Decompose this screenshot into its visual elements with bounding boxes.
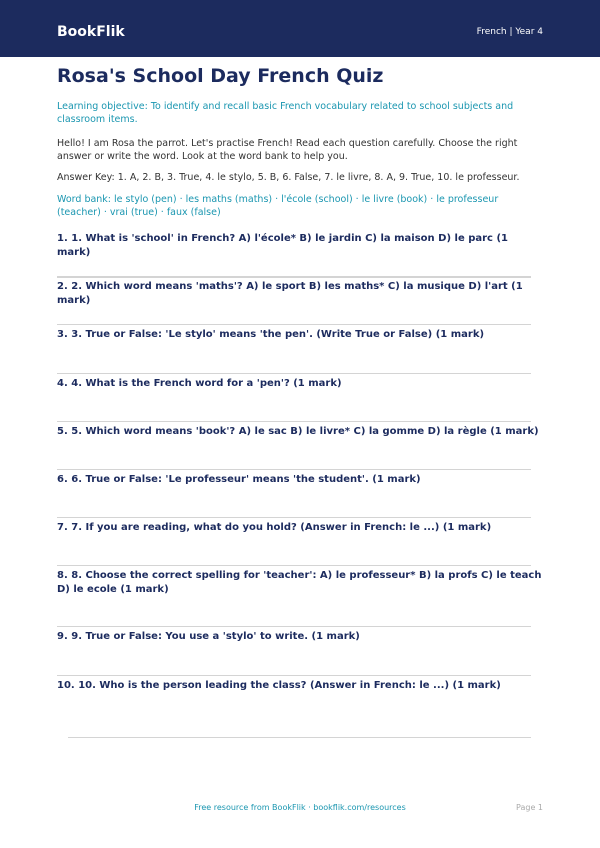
question-item: [57, 569, 542, 630]
brand-logo[interactable]: BookFlik: [57, 24, 125, 40]
learning-objective: Learning objective: To identify and recall basic French vocabulary related to school subjects and classroom items.: [57, 101, 514, 125]
question-text: 1. 1. What is 'school' in French? A) l'école* B) le jardin C) la maison D) le parc (1 mark): [57, 233, 508, 258]
question-list: [57, 232, 542, 727]
word-bank: Word bank: le stylo (pen) · les maths (maths) · l'école (school) · le livre (book) · le professeur (teacher) · vrai (true) · faux (false): [57, 194, 499, 218]
question-text: 2. 2. Which word means 'maths'? A) le sport B) les maths* C) la musique D) l'art (1 mark): [57, 281, 523, 307]
question-text: 9. 9. True or False: You use a 'stylo' to write. (1 mark): [57, 631, 360, 643]
worksheet-content: [57, 62, 542, 727]
intro-text: Hello! I am Rosa the parrot. Let's practise French! Read each question carefully. Choose the right answer or write the word. Look at the word bank to help you.: [57, 138, 518, 162]
question-text: 6. 6. True or False: 'Le professeur' means 'the student'. (1 mark): [57, 473, 421, 485]
answer-line[interactable]: [57, 565, 531, 566]
answer-line[interactable]: [57, 626, 531, 627]
question-text: 3. 3. True or False: 'Le stylo' means 'the pen'. (Write True or False) (1 mark): [57, 329, 485, 341]
answer-line[interactable]: [57, 276, 531, 277]
question-text: 8. 8. Choose the correct spelling for 'teacher': A) le professeur* B) la profs C) le teach D) le ecole (1 mark): [57, 570, 542, 596]
page-number: Page 1: [516, 803, 543, 812]
answer-line[interactable]: [57, 517, 531, 518]
question-item: [57, 630, 542, 678]
footer-credit[interactable]: Free resource from BookFlik · bookflik.com/resources: [194, 803, 406, 812]
question-item: [57, 377, 542, 425]
answer-line[interactable]: [57, 373, 531, 374]
question-text: 4. 4. What is the French word for a 'pen'? (1 mark): [57, 377, 342, 389]
question-item: [57, 425, 542, 473]
answer-line-final[interactable]: [68, 737, 531, 738]
question-item: [57, 679, 542, 727]
answer-line[interactable]: [57, 675, 531, 676]
page-title: Rosa's School Day French Quiz: [57, 65, 384, 87]
question-text: 10. 10. Who is the person leading the class? (Answer in French: le ...) (1 mark): [57, 679, 501, 691]
header-bar: [0, 0, 600, 57]
answer-line[interactable]: [57, 421, 531, 422]
answer-line[interactable]: [57, 324, 531, 325]
answer-key: Answer Key: 1. A, 2. B, 3. True, 4. le stylo, 5. B, 6. False, 7. le livre, 8. A, 9. True, 10. le professeur.: [57, 172, 520, 183]
answer-line[interactable]: [57, 469, 531, 470]
question-item: [57, 473, 542, 521]
question-item: [57, 232, 542, 280]
question-text: 7. 7. If you are reading, what do you hold? (Answer in French: le ...) (1 mark): [57, 522, 492, 534]
question-item: [57, 280, 542, 328]
question-item: [57, 521, 542, 569]
question-item: [57, 328, 542, 376]
question-text: 5. 5. Which word means 'book'? A) le sac B) le livre* C) la gomme D) la règle (1 mark): [57, 425, 539, 437]
subject-year-label: French | Year 4: [476, 27, 543, 37]
